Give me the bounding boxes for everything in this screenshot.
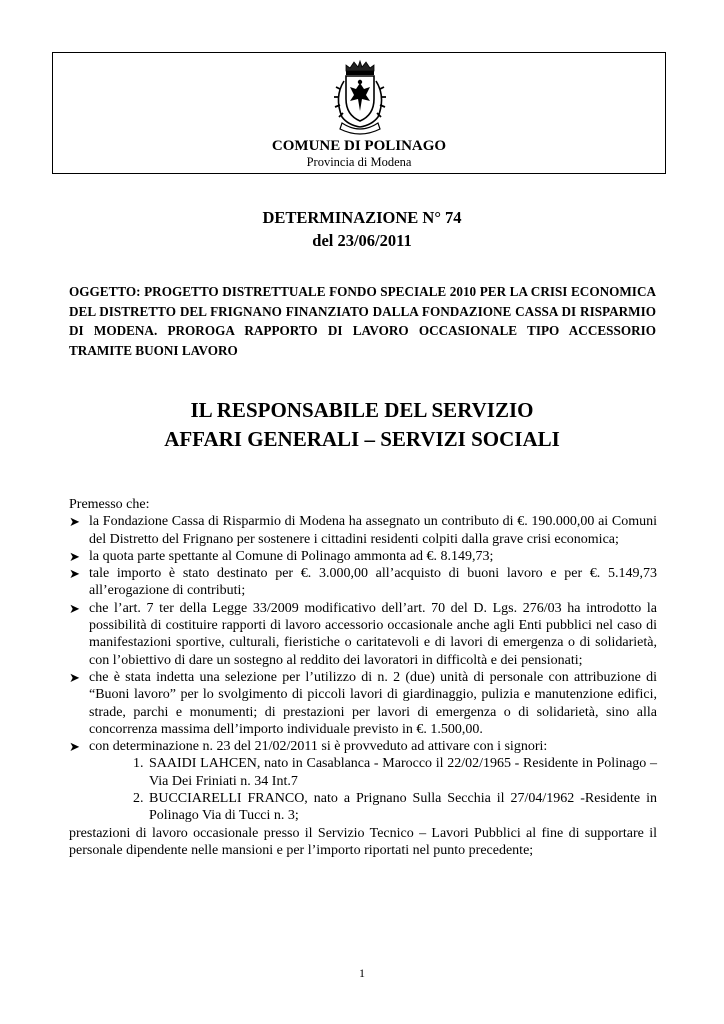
determination-date: del 23/06/2011 [312,231,412,250]
determination-number: DETERMINAZIONE N° 74 [262,208,462,227]
premise-item-text: che è stata indetta una selezione per l’utilizzo di n. 2 (due) unità di personale con attribuzione di “Buoni lavoro” per lo svolgimento di piccoli lavori di giardinaggio, pulizia e manutenzione edifici, strade, parchi e monumenti; di prestazioni per lavori di emergenza o di solidarietà, sino alla concorrenza massima dell’importo individuale previsto in €. 1.500,00. [89,669,657,737]
body-section [69,496,657,859]
province-name: Provincia di Modena [306,155,412,169]
premise-item-text: la Fondazione Cassa di Risparmio di Modena ha assegnato un contributo di €. 190.000,00 ai Comuni del Distretto del Frignano per sostenere i cittadini residenti colpiti dalla grave crisi economica; [89,514,657,547]
arrow-bullet-icon: ➤ [69,739,80,755]
arrow-bullet-icon: ➤ [69,548,80,564]
worker-item [133,755,657,790]
coat-of-arms-icon [328,59,392,137]
subject-paragraph: OGGETTO: PROGETTO DISTRETTUALE FONDO SPECIALE 2010 PER LA CRISI ECONOMICA DEL DISTRETTO DEL FRIGNANO FINANZIATO DALLA FONDAZIONE CASSA DI RISPARMIO DI MODENA. PROROGA RAPPORTO DI LAVORO OCCASIONALE TIPO ACCESSORIO TRAMITE BUONI LAVORO [69,284,656,358]
arrow-bullet-icon: ➤ [69,566,80,582]
worker-number: 1. [133,756,144,772]
premise-item [69,600,657,669]
responsible-heading [0,396,724,454]
header-box [52,52,666,174]
premise-list [69,513,657,755]
arrow-bullet-icon: ➤ [69,514,80,530]
worker-text: BUCCIARELLI FRANCO, nato a Prignano Sulla Secchia il 27/04/1962 -Residente in Polinago Via di Tucci n. 3; [149,791,657,824]
premise-item [69,565,657,600]
responsible-heading-line2: AFFARI GENERALI – SERVIZI SOCIALI [164,427,560,451]
premise-item [69,513,657,548]
page-number: 1 [359,966,365,980]
premise-item [69,738,657,755]
worker-item [133,790,657,825]
closing-paragraph: prestazioni di lavoro occasionale presso il Servizio Tecnico – Lavori Pubblici al fine di supportare il personale dipendente nelle mansioni e per l’importo riportati nel punto precedente; [69,825,657,858]
workers-list [69,755,657,824]
arrow-bullet-icon: ➤ [69,669,80,685]
premise-item [69,669,657,738]
responsible-heading-line1: IL RESPONSABILE DEL SERVIZIO [190,398,534,422]
premise-label: Premesso che: [69,497,150,512]
premise-item [69,548,657,565]
premise-item-text: la quota parte spettante al Comune di Polinago ammonta ad €. 8.149,73; [89,548,494,564]
premise-item-text: con determinazione n. 23 del 21/02/2011 si è provveduto ad attivare con i signori: [89,739,548,755]
premise-item-text: che l’art. 7 ter della Legge 33/2009 modificativo dell’art. 70 del D. Lgs. 276/03 ha introdotto la possibilità di costituire rapporti di lavoro accessorio occasionale anche agli Enti pubblici nel caso di manifestazioni sportive, culturali, fieristiche o caritatevoli e di lavori di emergenza o di solidarietà, con l’obiettivo di dare un sostegno al reddito dei lavoratori in difficoltà e dei pensionati; [89,600,657,668]
municipality-name: COMUNE DI POLINAGO [271,138,447,154]
determination-title [0,206,724,252]
premise-item-text: tale importo è stato destinato per €. 3.000,00 all’acquisto di buoni lavoro e per €. 5.149,73 all’erogazione di contributi; [89,566,657,599]
arrow-bullet-icon: ➤ [69,600,80,616]
worker-text: SAAIDI LAHCEN, nato in Casablanca - Marocco il 22/02/1965 - Residente in Polinago – Via Dei Friniati n. 34 Int.7 [149,756,657,789]
worker-number: 2. [133,791,144,807]
